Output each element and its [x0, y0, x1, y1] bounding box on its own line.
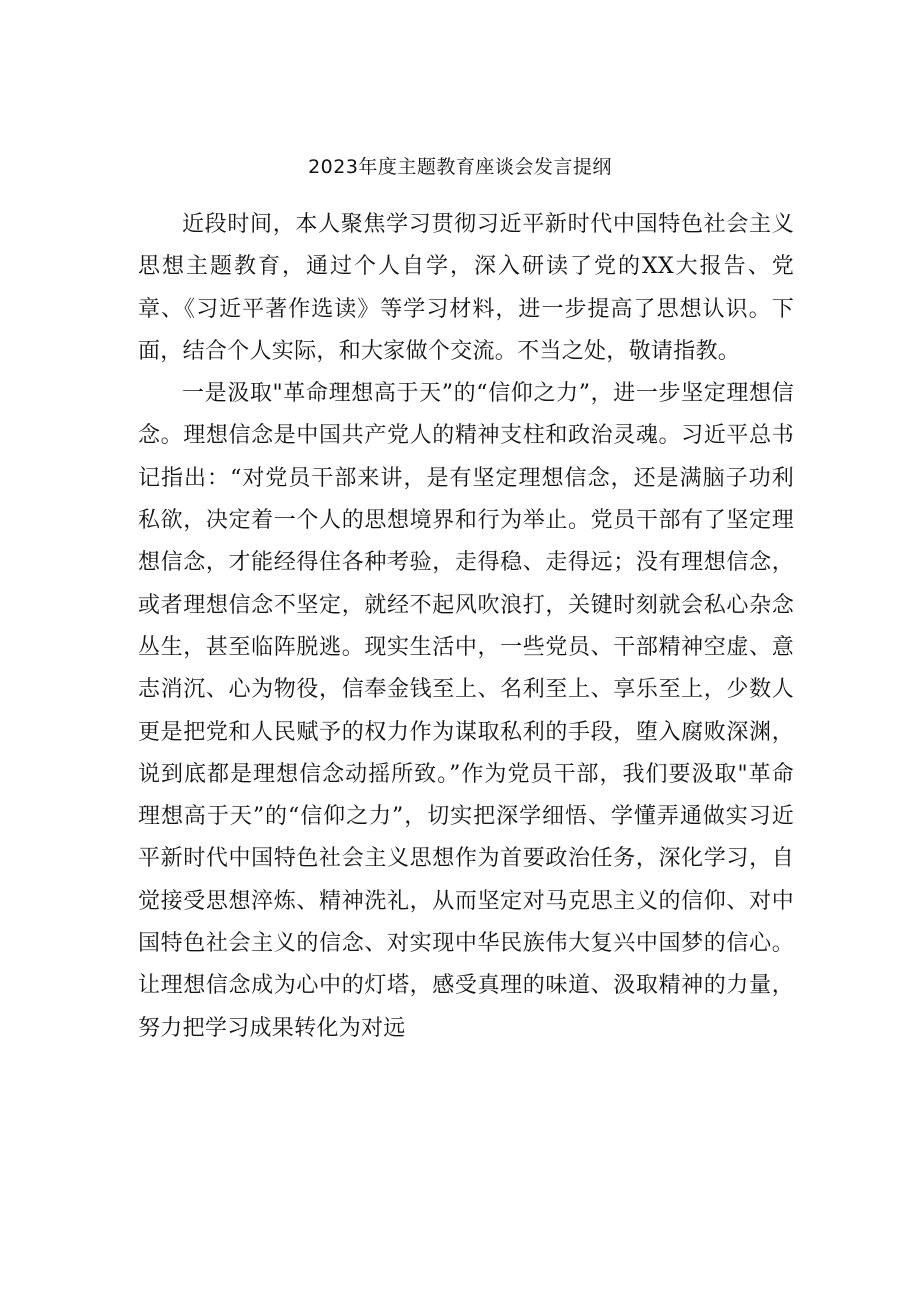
document-body [138, 204, 794, 1050]
paragraph-point-one: 一是汲取"革命理想高于天”的“信仰之力”，进一步坚定理想信念。理想信念是中国共产党人的精神支柱和政治灵魂。习近平总书记指出：“对党员干部来讲，是有坚定理想信念，还是满脑子功利私欲，决定着一个人的思想境界和行为举止。党员干部有了坚定理想信念，才能经得住各种考验，走得稳、走得远；没有理想信念，或者理想信念不坚定，就经不起风吹浪打，关键时刻就会私心杂念丛生，甚至临阵脱逃。现实生活中，一些党员、干部精神空虚、意志消沉、心为物役，信奉金钱至上、名利至上、享乐至上，少数人更是把党和人民赋予的权力作为谋取私利的手段，堕入腐败深渊，说到底都是理想信念动摇所致。”作为党员干部，我们要汲取"革命理想高于天”的“信仰之力”，切实把深学细悟、学懂弄通做实习近平新时代中国特色社会主义思想作为首要政治任务，深化学习，自觉接受思想淬炼、精神洗礼，从而坚定对马克思主义的信仰、对中国特色社会主义的信念、对实现中华民族伟大复兴中国梦的信心。让理想信念成为心中的灯塔，感受真理的味道、汲取精神的力量，努力把学习成果转化为对远 [138, 381, 794, 1041]
document-title: 2023年度主题教育座谈会发言提纲 [308, 156, 612, 178]
paragraph-intro: 近段时间，本人聚焦学习贯彻习近平新时代中国特色社会主义思想主题教育，通过个人自学，深入研读了党的XX大报告、党章、《习近平著作选读》等学习材料，进一步提高了思想认识。下面，结合个人实际，和大家做个交流。不当之处，敬请指教。 [138, 212, 794, 364]
